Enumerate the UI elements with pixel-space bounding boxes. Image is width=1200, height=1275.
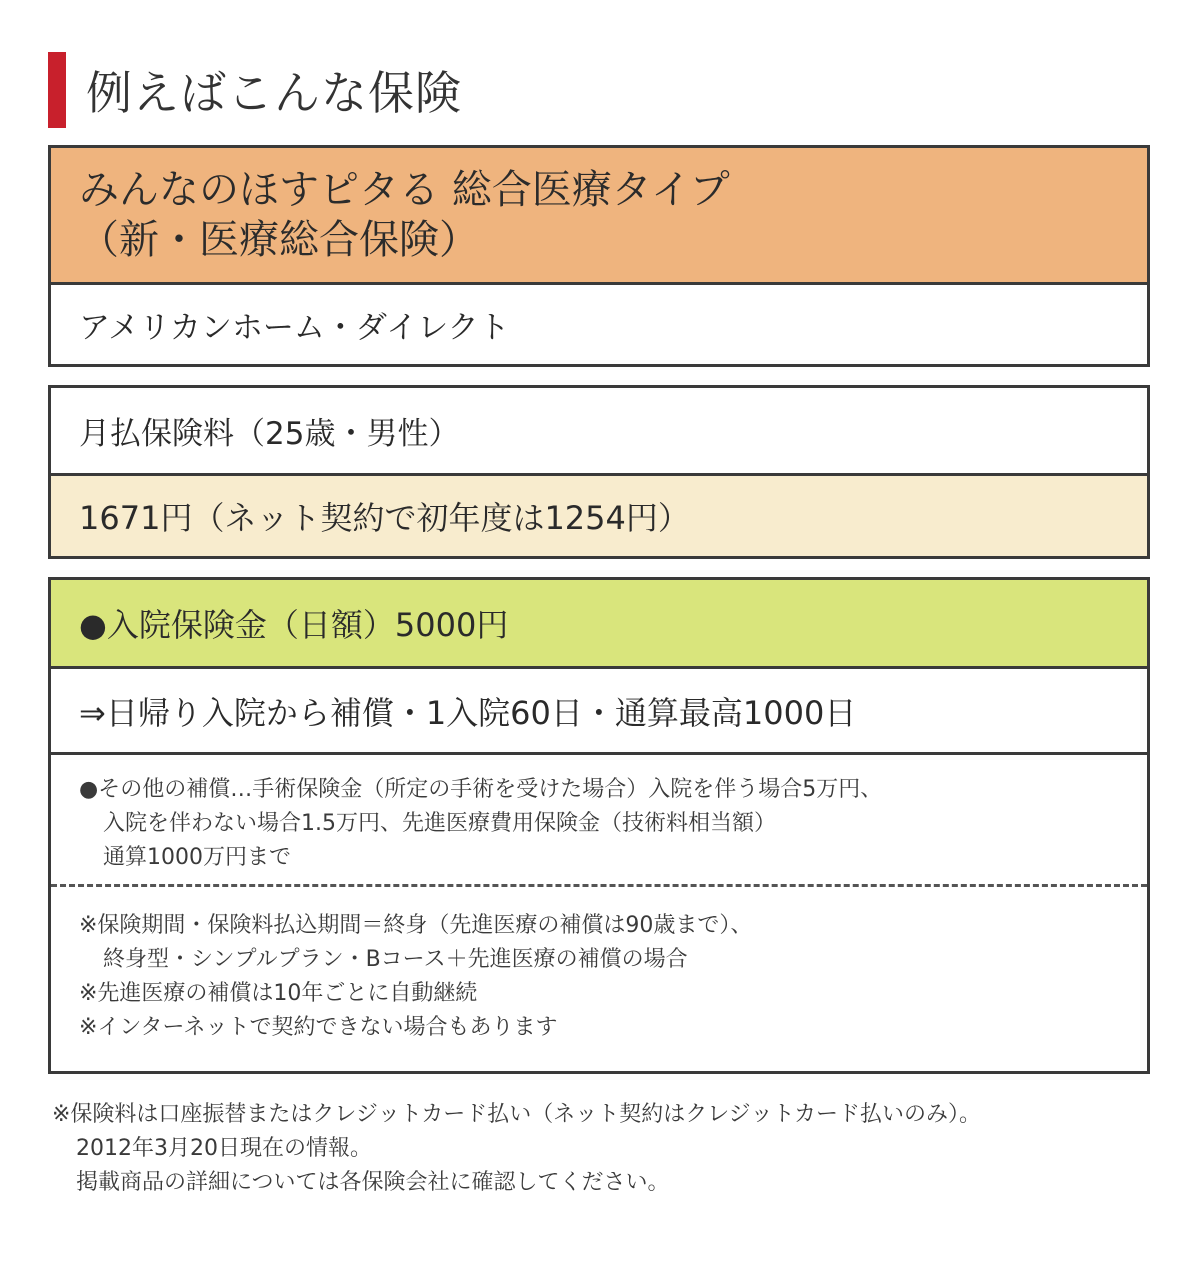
benefits-box (48, 577, 1150, 1074)
premium-value: 1671円（ネット契約で初年度は1254円） (51, 473, 1147, 556)
premium-label: 月払保険料（25歳・男性） (79, 416, 460, 452)
footnote (52, 1098, 1162, 1200)
company-name: アメリカンホーム・ダイレクト (51, 282, 1147, 364)
section-heading (48, 52, 462, 128)
footnote-line: 2012年3月20日現在の情報。 (76, 1136, 372, 1161)
note-line: ※保険期間・保険料払込期間＝終身（先進医療の補償は90歳まで）、 (79, 913, 753, 938)
product-name-line1: みんなのほすピタる 総合医療タイプ (79, 167, 730, 213)
other-benefits-line: ●その他の補償…手術保険金（所定の手術を受けた場合）入院を伴う場合5万円、 (79, 777, 883, 802)
note-line: ※先進医療の補償は10年ごとに自動継続 (79, 981, 478, 1006)
benefit-main: ●入院保険金（日額）5000円 (51, 580, 1147, 666)
heading-accent-bar (48, 52, 66, 128)
footnote-line: ※保険料は口座振替またはクレジットカード払い（ネット契約はクレジットカード払いのみ）。 (52, 1102, 982, 1127)
footnote-line: 掲載商品の詳細については各保険会社に確認してください。 (76, 1170, 670, 1195)
note-line: 終身型・シンプルプラン・Bコース＋先進医療の補償の場合 (103, 947, 688, 972)
premium-box (48, 385, 1150, 559)
other-benefits (51, 752, 1147, 884)
note-line: ※インターネットで契約できない場合もあります (79, 1015, 558, 1040)
other-benefits-line: 入院を伴わない場合1.5万円、先進医療費用保険金（技術料相当額） (103, 811, 776, 836)
product-name (51, 148, 1147, 282)
product-box (48, 145, 1150, 367)
product-name-line2: （新・医療総合保険） (79, 217, 479, 263)
benefit-notes (51, 884, 1147, 1067)
other-benefits-line: 通算1000万円まで (103, 845, 291, 870)
heading-title: 例えばこんな保険 (86, 66, 462, 120)
benefit-detail: ⇒日帰り入院から補償・1入院60日・通算最高1000日 (51, 666, 1147, 752)
